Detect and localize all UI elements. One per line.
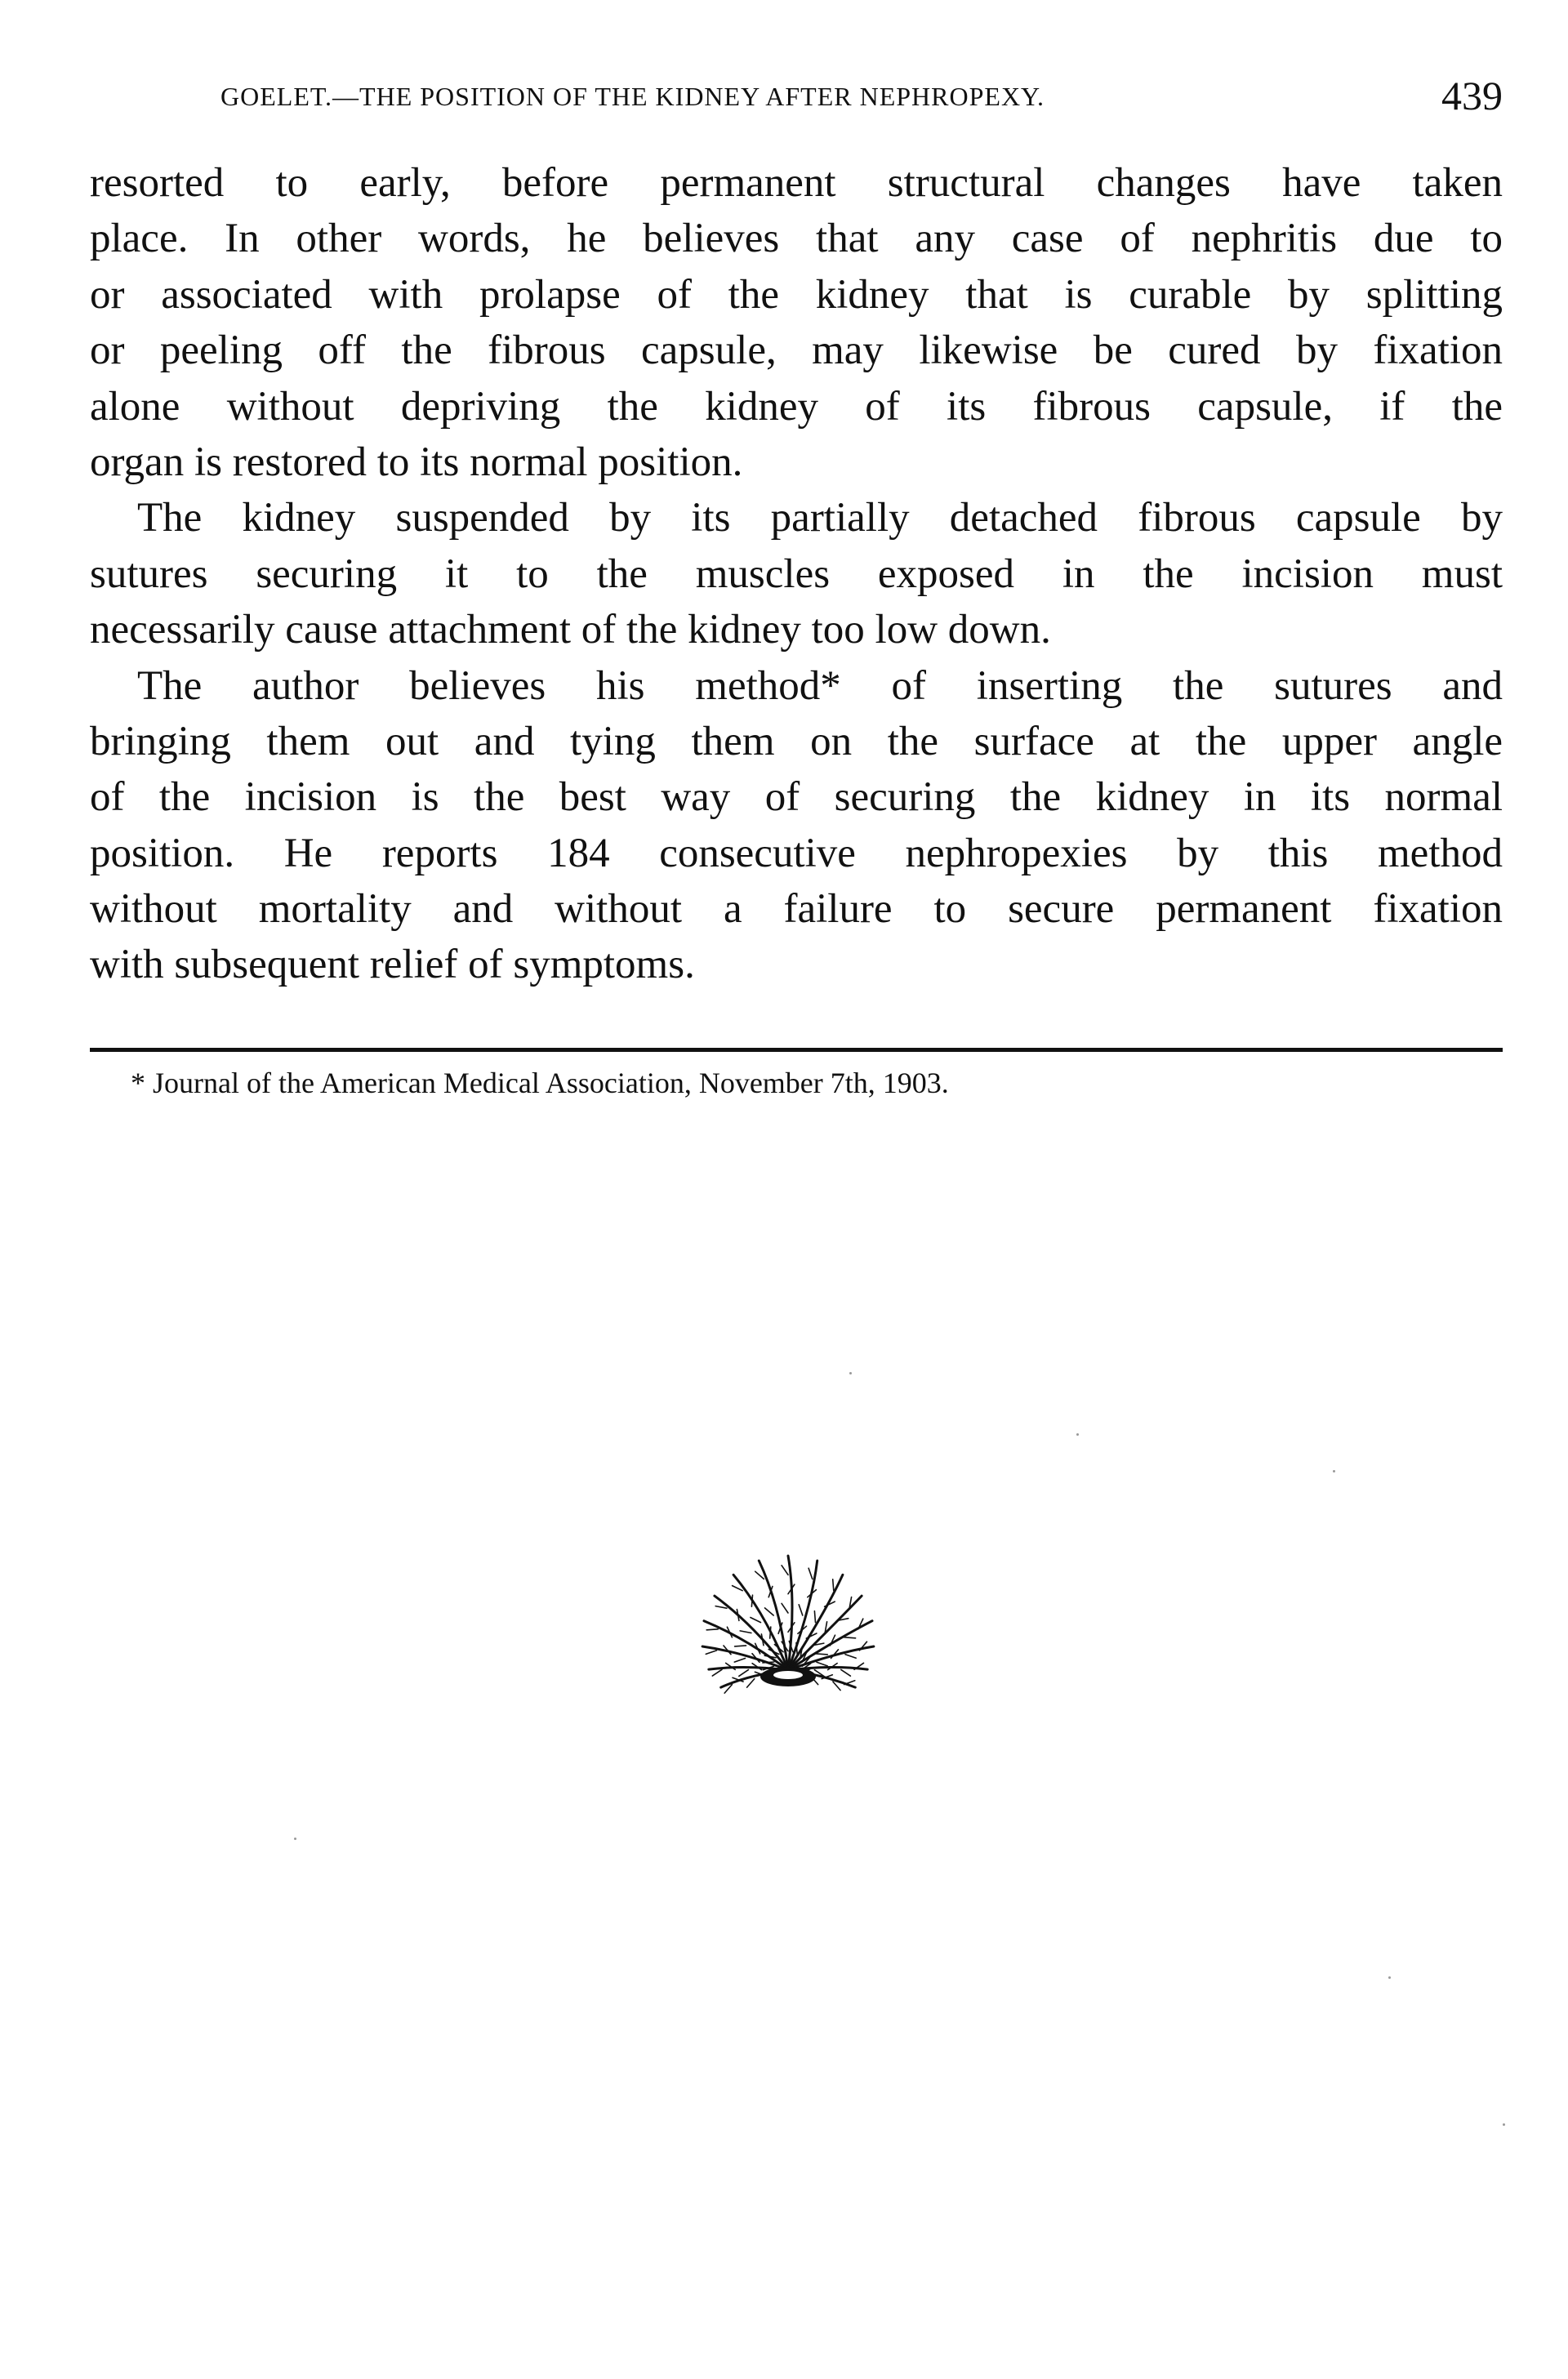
paper-speck xyxy=(1388,1976,1391,1979)
text-line: of the incision is the best way of securing the kidney in its normal xyxy=(90,774,1503,821)
footnote-rule xyxy=(90,1048,1503,1052)
text-line: bringing them out and tying them on the surface at the upper angle xyxy=(90,718,1503,764)
text-line: alone without depriving the kidney of its fibrous capsule, if the xyxy=(90,383,1503,430)
page-number: 439 xyxy=(1441,73,1503,118)
body-text xyxy=(90,155,1503,993)
paper-speck xyxy=(1333,1470,1335,1472)
text-line: position. He reports 184 consecutive nephropexies by this method xyxy=(90,830,1503,876)
text-line: The kidney suspended by its partially detached fibrous capsule by xyxy=(137,495,1503,541)
paper-speck xyxy=(1503,2123,1505,2126)
text-line: necessarily cause attachment of the kidney too low down. xyxy=(90,607,1051,653)
text-line: without mortality and without a failure to secure permanent fixation xyxy=(90,886,1503,933)
text-line: place. In other words, he believes that any case of nephritis due to xyxy=(90,216,1503,262)
text-line: sutures securing it to the muscles exposed in the incision must xyxy=(90,550,1503,597)
text-line: resorted to early, before permanent structural changes have taken xyxy=(90,160,1503,206)
leaf-spray-ornament-icon xyxy=(678,1535,898,1699)
paper-speck xyxy=(1076,1433,1079,1436)
text-line: The author believes his method* of inserting the sutures and xyxy=(137,662,1503,709)
text-line: organ is restored to its normal position. xyxy=(90,439,743,485)
footnote: * Journal of the American Medical Association, November 7th, 1903. xyxy=(131,1067,949,1099)
paper-speck xyxy=(849,1372,852,1374)
running-head xyxy=(90,72,1503,129)
running-title: GOELET.—THE POSITION OF THE KIDNEY AFTER NEPHROPEXY. xyxy=(220,82,1045,111)
paper-speck xyxy=(294,1838,296,1840)
text-line: or associated with prolapse of the kidney that is curable by splitting xyxy=(90,271,1503,318)
text-line: or peeling off the fibrous capsule, may likewise be cured by fixation xyxy=(90,327,1503,374)
text-line: with subsequent relief of symptoms. xyxy=(90,942,695,988)
